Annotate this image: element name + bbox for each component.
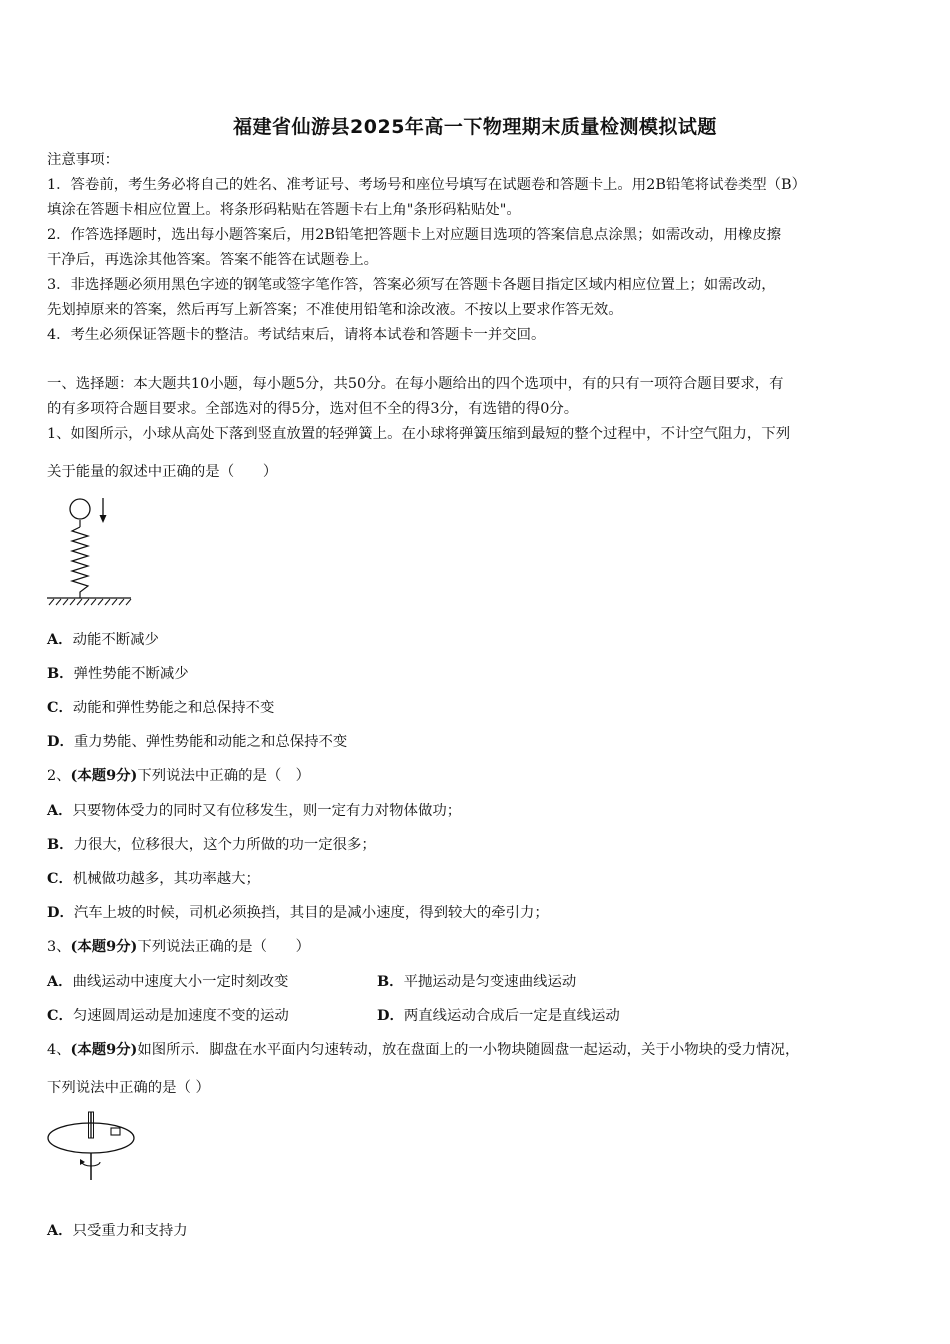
notice-line: 2．作答选择题时，选出每小题答案后，用2B铅笔把答题卡上对应题目选项的答案信息点涂黑；如需改动，用橡皮擦 [47,227,782,243]
turntable-figure [44,1108,140,1184]
q3-stem: 3、(本题9分)下列说法正确的是（ ） [47,938,311,955]
notice-line: 先划掉原来的答案，然后再写上新答案；不准使用铅笔和涂改液。不按以上要求作答无效。 [47,302,623,318]
q1-stem-cont: 关于能量的叙述中正确的是（ ） [47,464,278,480]
page-title: 福建省仙游县2025年高一下物理期末质量检测模拟试题 [233,116,717,138]
notice-heading: 注意事项： [47,152,119,168]
section-heading-cont: 的有多项符合题目要求。全部选对的得5分，选对但不全的得3分，有选错的得0分。 [47,401,579,417]
q4-option-a: A．只受重力和支持力 [47,1222,188,1239]
q1-option-d: D．重力势能、弹性势能和动能之和总保持不变 [47,733,348,750]
spring-ball-figure [45,494,135,608]
q2-option-c: C．机械做功越多，其功率越大； [47,870,260,887]
q2-option-d: D．汽车上坡的时候，司机必须换挡，其目的是减小速度，得到较大的牵引力； [47,904,549,921]
q3-option-d: D．两直线运动合成后一定是直线运动 [377,1007,620,1024]
notice-line: 4．考生必须保证答题卡的整洁。考试结束后，请将本试卷和答题卡一并交回。 [47,327,546,343]
q2-option-b: B．力很大，位移很大，这个力所做的功一定很多； [47,836,376,853]
q3-option-b: B．平抛运动是匀变速曲线运动 [377,973,577,990]
q2-stem: 2、(本题9分)下列说法中正确的是（ ） [47,767,311,784]
ball [70,499,90,519]
notice-line: 1．答卷前，考生务必将自己的姓名、准考证号、考场号和座位号填写在试题卷和答题卡上。用2B铅笔将试卷类型（B） [47,177,806,193]
q1-option-a: A．动能不断减少 [47,631,159,648]
q3-option-a: A．曲线运动中速度大小一定时刻改变 [47,973,289,990]
notice-line: 填涂在答题卡相应位置上。将条形码粘贴在答题卡右上角"条形码粘贴处"。 [47,202,521,218]
q3-option-c: C．匀速圆周运动是加速度不变的运动 [47,1007,289,1024]
q2-option-a: A．只要物体受力的同时又有位移发生，则一定有力对物体做功； [47,802,462,819]
q1-stem: 1、如图所示，小球从高处下落到竖直放置的轻弹簧上。在小球将弹簧压缩到最短的整个过程中，不计空气阻力，下列 [47,426,791,442]
q1-option-b: B．弹性势能不断减少 [47,665,189,682]
notice-line: 3．非选择题必须用黑色字迹的钢笔或签字笔作答，答案必须写在答题卡各题目指定区域内相应位置上；如需改动， [47,277,776,293]
q4-stem: 4、(本题9分)如图所示．脚盘在水平面内匀速转动，放在盘面上的一小物块随圆盘一起运动，关于小物块的受力情况， [47,1041,800,1058]
q4-stem-cont: 下列说法中正确的是（ ） [47,1080,210,1096]
notice-line: 干净后，再选涂其他答案。答案不能答在试题卷上。 [47,252,378,268]
q1-option-c: C．动能和弹性势能之和总保持不变 [47,699,275,716]
spring [72,527,88,598]
section-heading: 一、选择题：本大题共10小题，每小题5分，共50分。在每小题给出的四个选项中，有的只有一项符合题目要求，有 [47,376,784,392]
block [111,1128,120,1135]
